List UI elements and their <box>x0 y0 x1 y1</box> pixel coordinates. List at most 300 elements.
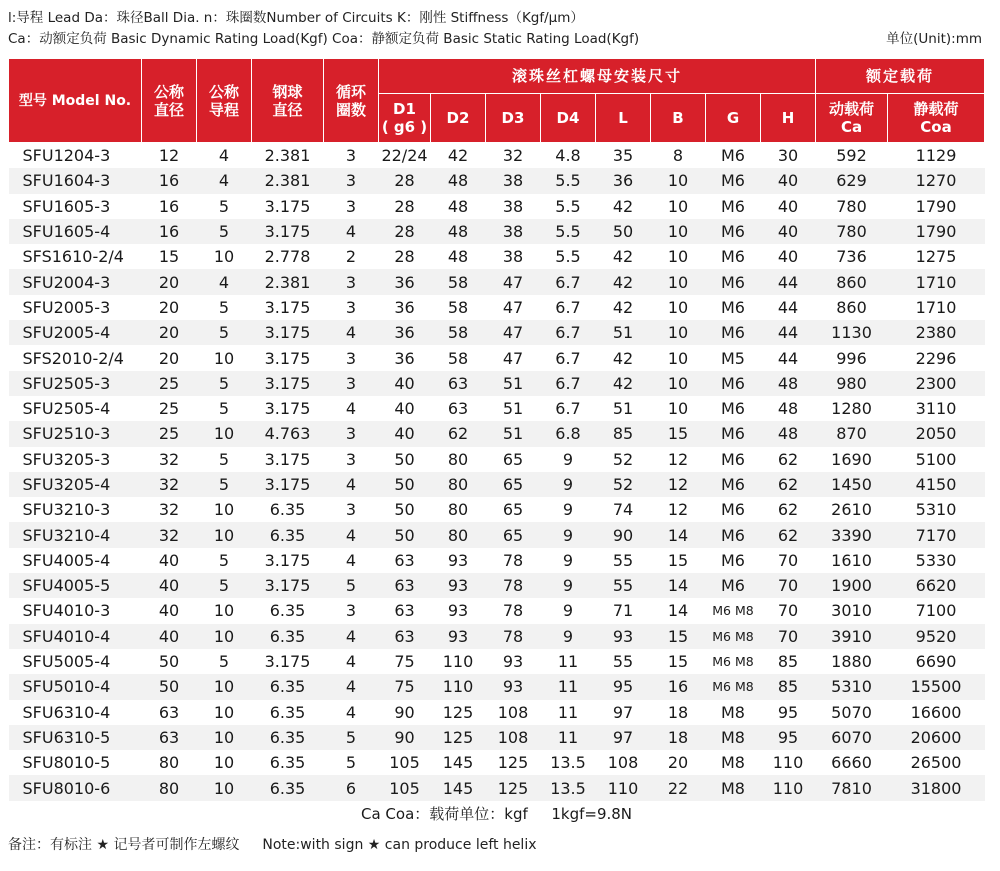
cell-ca: 2610 <box>831 500 872 520</box>
cell-g: M8 <box>706 775 761 800</box>
cell-ball-dia: 3.175 <box>252 320 324 345</box>
note-cn-before: 备注：有标注 <box>8 837 92 853</box>
cell-ca: 3010 <box>831 601 872 621</box>
cell-ca: 736 <box>836 247 867 267</box>
cell-h: 85 <box>777 652 799 672</box>
cell-ca: 860 <box>816 269 888 294</box>
table-row <box>9 573 985 598</box>
cell-g: M6 <box>706 168 761 193</box>
cell-g: M6 <box>721 399 745 419</box>
cell-ball-dia: 2.381 <box>252 269 324 294</box>
cell-l: 42 <box>612 348 634 368</box>
cell-circuits: 3 <box>324 269 379 294</box>
cell-d1: 75 <box>379 674 431 699</box>
cell-ball-dia: 3.175 <box>264 550 311 570</box>
cell-lead: 5 <box>218 550 230 570</box>
cell-d3: 125 <box>497 753 529 773</box>
cell-d3: 47 <box>502 348 524 368</box>
cell-d3: 38 <box>502 247 524 267</box>
cell-d1: 63 <box>379 573 431 598</box>
cell-d2: 58 <box>431 269 486 294</box>
cell-ball-dia: 3.175 <box>264 196 311 216</box>
cell-ball-dia: 6.35 <box>269 702 306 722</box>
cell-nominal-dia: 50 <box>158 652 180 672</box>
cell-h: 40 <box>777 247 799 267</box>
cell-model: SFU3205-4 <box>9 472 142 497</box>
cell-model: SFU2004-3 <box>9 269 142 294</box>
cell-ball-dia: 3.175 <box>264 449 311 469</box>
cell-h: 40 <box>761 168 816 193</box>
cell-nominal-dia: 20 <box>158 348 180 368</box>
cell-d3: 65 <box>486 522 541 547</box>
cell-ball-dia: 2.381 <box>252 168 324 193</box>
cell-lead: 10 <box>197 674 252 699</box>
cell-d1: 50 <box>394 449 415 469</box>
cell-ca: 1280 <box>831 399 872 419</box>
cell-ca: 6070 <box>816 725 888 750</box>
cell-d1: 28 <box>394 247 415 267</box>
cell-l: 97 <box>596 725 651 750</box>
cell-ca: 996 <box>836 348 867 368</box>
load-unit-footer <box>9 801 985 827</box>
cell-d3: 47 <box>502 297 524 317</box>
cell-d2: 62 <box>431 421 486 446</box>
cell-model: SFU4005-4 <box>22 550 111 570</box>
cell-d1: 36 <box>379 320 431 345</box>
table-row <box>9 775 985 800</box>
cell-lead: 5 <box>197 320 252 345</box>
cell-lead: 10 <box>213 702 235 722</box>
cell-d2: 145 <box>442 753 474 773</box>
table-row <box>9 674 985 699</box>
cell-h: 70 <box>777 601 799 621</box>
cell-coa: 2380 <box>888 320 985 345</box>
cell-h: 48 <box>777 399 799 419</box>
cell-h: 44 <box>761 320 816 345</box>
cell-d2: 58 <box>447 348 469 368</box>
cell-l: 42 <box>612 196 634 216</box>
note <box>8 834 537 854</box>
table-row <box>9 219 985 244</box>
cell-h: 95 <box>777 702 799 722</box>
cell-nominal-dia: 16 <box>158 196 180 216</box>
cell-l: 55 <box>596 573 651 598</box>
cell-lead: 5 <box>197 573 252 598</box>
cell-b: 10 <box>651 320 706 345</box>
cell-l: 108 <box>607 753 639 773</box>
cell-ball-dia: 6.35 <box>269 601 306 621</box>
cell-b: 14 <box>651 522 706 547</box>
cell-lead: 10 <box>197 775 252 800</box>
cell-d2: 93 <box>431 624 486 649</box>
cell-l: 55 <box>612 652 634 672</box>
cell-d1: 22/24 <box>381 146 428 166</box>
cell-circuits: 6 <box>324 775 379 800</box>
cell-d2: 80 <box>447 500 469 520</box>
cell-h: 62 <box>761 472 816 497</box>
cell-lead: 10 <box>197 522 252 547</box>
cell-lead: 10 <box>197 421 252 446</box>
cell-l: 36 <box>596 168 651 193</box>
cell-nominal-dia: 15 <box>158 247 180 267</box>
cell-d4: 9 <box>541 522 596 547</box>
cell-coa: 5310 <box>915 500 957 520</box>
cell-ca: 592 <box>836 146 867 166</box>
cell-circuits: 3 <box>345 297 357 317</box>
cell-coa: 7170 <box>888 522 985 547</box>
cell-model: SFU4010-4 <box>9 624 142 649</box>
cell-ca: 780 <box>816 219 888 244</box>
cell-ball-dia: 3.175 <box>264 297 311 317</box>
cell-lead: 5 <box>197 472 252 497</box>
cell-d3: 78 <box>486 573 541 598</box>
cell-lead: 5 <box>218 297 230 317</box>
cell-l: 42 <box>612 297 634 317</box>
cell-b: 8 <box>672 146 684 166</box>
cell-h: 44 <box>777 297 799 317</box>
cell-coa: 1710 <box>915 297 957 317</box>
cell-b: 15 <box>651 421 706 446</box>
cell-model: SFU5010-4 <box>9 674 142 699</box>
cell-b: 16 <box>651 674 706 699</box>
cell-coa: 1129 <box>915 146 957 166</box>
cell-ca: 1450 <box>816 472 888 497</box>
cell-model: SFU1605-4 <box>9 219 142 244</box>
cell-lead: 5 <box>218 196 230 216</box>
note-en-before: Note:with sign <box>262 837 364 853</box>
cell-ball-dia: 3.175 <box>264 399 311 419</box>
kgf-conversion: 1kgf=9.8N <box>551 805 633 824</box>
table-row <box>9 522 985 547</box>
cell-d4: 6.7 <box>541 371 596 396</box>
cell-b: 22 <box>651 775 706 800</box>
cell-d4: 6.7 <box>555 297 581 317</box>
cell-d4: 9 <box>541 573 596 598</box>
cell-d2: 63 <box>447 399 469 419</box>
cell-coa: 1790 <box>888 219 985 244</box>
cell-b: 10 <box>667 297 689 317</box>
header-circuits: 循环 圈数 <box>324 59 379 143</box>
table-row <box>9 598 985 623</box>
cell-circuits: 3 <box>345 146 357 166</box>
cell-d3: 51 <box>486 371 541 396</box>
cell-ball-dia: 3.175 <box>264 348 311 368</box>
cell-h: 44 <box>777 348 799 368</box>
note-en-after: can produce left helix <box>384 837 537 853</box>
cell-model: SFU6310-4 <box>22 702 111 722</box>
cell-ca: 1880 <box>831 652 872 672</box>
cell-d1: 40 <box>379 371 431 396</box>
cell-g: M8 <box>706 725 761 750</box>
cell-d3: 93 <box>486 674 541 699</box>
cell-h: 48 <box>761 371 816 396</box>
cell-d3: 51 <box>502 399 524 419</box>
cell-d1: 90 <box>379 725 431 750</box>
cell-coa: 1270 <box>888 168 985 193</box>
cell-d4: 9 <box>541 624 596 649</box>
cell-g: M6 <box>721 550 745 570</box>
cell-d4: 9 <box>541 472 596 497</box>
table-row <box>9 143 985 169</box>
cell-d1: 28 <box>379 168 431 193</box>
cell-l: 85 <box>596 421 651 446</box>
table-row <box>9 295 985 320</box>
cell-coa: 3110 <box>915 399 957 419</box>
cell-ca: 860 <box>836 297 867 317</box>
cell-model: SFU1204-3 <box>22 146 111 166</box>
cell-d4: 6.7 <box>555 348 581 368</box>
cell-d4: 6.7 <box>555 399 581 419</box>
cell-d2: 145 <box>431 775 486 800</box>
cell-nominal-dia: 40 <box>158 601 180 621</box>
cell-l: 42 <box>596 371 651 396</box>
cell-circuits: 4 <box>324 674 379 699</box>
cell-d4: 9 <box>562 449 574 469</box>
cell-lead: 5 <box>197 371 252 396</box>
cell-coa: 1710 <box>888 269 985 294</box>
cell-nominal-dia: 16 <box>142 219 197 244</box>
table-row <box>9 345 985 370</box>
cell-l: 51 <box>596 320 651 345</box>
cell-model: SFU2505-3 <box>9 371 142 396</box>
cell-d2: 93 <box>431 573 486 598</box>
cell-model: SFU4005-5 <box>9 573 142 598</box>
cell-h: 70 <box>777 550 799 570</box>
cell-ball-dia: 3.175 <box>252 219 324 244</box>
cell-circuits: 4 <box>345 702 357 722</box>
cell-ca: 3910 <box>816 624 888 649</box>
cell-d3: 108 <box>497 702 529 722</box>
cell-lead: 10 <box>213 753 235 773</box>
cell-lead: 4 <box>218 146 230 166</box>
cell-h: 85 <box>761 674 816 699</box>
legend-line-2-text: Ca：动额定负荷 Basic Dynamic Rating Load(Kgf) Coa：静额定负荷 Basic Static Rating Load(Kgf) <box>8 31 640 47</box>
header-nut-group: 滚珠丝杠螺母安装尺寸 <box>379 59 816 94</box>
cell-coa: 5330 <box>915 550 957 570</box>
cell-b: 15 <box>667 652 689 672</box>
cell-nominal-dia: 80 <box>142 775 197 800</box>
cell-l: 93 <box>596 624 651 649</box>
table-row <box>9 396 985 421</box>
cell-nominal-dia: 50 <box>142 674 197 699</box>
cell-b: 10 <box>651 168 706 193</box>
cell-d2: 58 <box>431 320 486 345</box>
cell-model: SFU1604-3 <box>9 168 142 193</box>
star-icon: ★ <box>96 837 110 853</box>
cell-l: 95 <box>596 674 651 699</box>
cell-b: 10 <box>651 219 706 244</box>
cell-d4: 13.5 <box>550 753 586 773</box>
cell-g: M6 <box>706 522 761 547</box>
cell-nominal-dia: 63 <box>158 702 180 722</box>
cell-d1: 105 <box>389 753 420 773</box>
cell-model: SFU3210-4 <box>9 522 142 547</box>
cell-ball-dia: 6.35 <box>252 725 324 750</box>
cell-ball-dia: 3.175 <box>252 472 324 497</box>
cell-coa: 5100 <box>915 449 957 469</box>
cell-d3: 78 <box>486 624 541 649</box>
cell-nominal-dia: 20 <box>142 269 197 294</box>
cell-b: 10 <box>667 196 689 216</box>
cell-l: 90 <box>596 522 651 547</box>
cell-d3: 47 <box>486 269 541 294</box>
cell-model: SFU8010-6 <box>9 775 142 800</box>
cell-lead: 4 <box>197 269 252 294</box>
cell-d4: 13.5 <box>541 775 596 800</box>
cell-d3: 78 <box>502 601 524 621</box>
cell-ca: 980 <box>816 371 888 396</box>
cell-d2: 93 <box>447 550 469 570</box>
table-row <box>9 624 985 649</box>
table-row <box>9 168 985 193</box>
table-row <box>9 244 985 269</box>
cell-nominal-dia: 40 <box>158 550 180 570</box>
header-d1: D1 ( g6 ) <box>379 94 431 143</box>
cell-h: 70 <box>761 573 816 598</box>
cell-ball-dia: 6.35 <box>252 674 324 699</box>
cell-l: 50 <box>596 219 651 244</box>
cell-d1: 36 <box>394 297 415 317</box>
cell-d1: 36 <box>394 348 415 368</box>
cell-b: 15 <box>651 624 706 649</box>
cell-l: 110 <box>596 775 651 800</box>
cell-nominal-dia: 32 <box>158 449 180 469</box>
cell-d3: 65 <box>502 449 524 469</box>
cell-g: M6 <box>706 219 761 244</box>
cell-lead: 4 <box>197 168 252 193</box>
cell-d3: 32 <box>502 146 524 166</box>
cell-ball-dia: 6.35 <box>269 500 306 520</box>
cell-d4: 5.5 <box>555 196 581 216</box>
cell-model: SFS2010-2/4 <box>22 348 124 368</box>
table-row <box>9 750 985 775</box>
cell-g: M5 <box>721 348 745 368</box>
cell-lead: 5 <box>218 652 230 672</box>
cell-h: 95 <box>761 725 816 750</box>
cell-g: M6 <box>721 449 745 469</box>
cell-nominal-dia: 25 <box>142 421 197 446</box>
cell-b: 18 <box>667 702 689 722</box>
cell-g: M6 <box>706 320 761 345</box>
cell-coa: 6620 <box>888 573 985 598</box>
cell-d1: 28 <box>394 196 415 216</box>
cell-b: 12 <box>667 449 689 469</box>
cell-d1: 63 <box>379 624 431 649</box>
cell-d4: 11 <box>541 725 596 750</box>
header-d4: D4 <box>541 94 596 143</box>
cell-l: 71 <box>612 601 634 621</box>
cell-h: 70 <box>761 624 816 649</box>
cell-coa: 16600 <box>910 702 962 722</box>
legend-line-2 <box>8 29 992 50</box>
cell-d3: 108 <box>486 725 541 750</box>
cell-g: M6 <box>721 500 745 520</box>
cell-d1: 28 <box>379 219 431 244</box>
cell-g: M8 <box>721 753 745 773</box>
cell-l: 51 <box>612 399 634 419</box>
cell-model: SFU2505-4 <box>22 399 111 419</box>
cell-d4: 11 <box>557 702 579 722</box>
legend <box>8 8 992 50</box>
cell-d4: 4.8 <box>555 146 581 166</box>
cell-circuits: 3 <box>345 601 357 621</box>
cell-g: M6 <box>706 371 761 396</box>
cell-model: SFU3205-3 <box>22 449 111 469</box>
cell-circuits: 3 <box>324 421 379 446</box>
cell-lead: 10 <box>197 624 252 649</box>
cell-circuits: 4 <box>324 624 379 649</box>
cell-d2: 48 <box>447 196 469 216</box>
table-row <box>9 548 985 573</box>
header-ball-dia: 钢球 直径 <box>252 59 324 143</box>
cell-coa: 9520 <box>888 624 985 649</box>
cell-d1: 50 <box>379 472 431 497</box>
cell-d1: 40 <box>379 421 431 446</box>
cell-b: 15 <box>667 550 689 570</box>
cell-circuits: 5 <box>345 753 357 773</box>
table-row <box>9 320 985 345</box>
cell-d2: 110 <box>442 652 474 672</box>
cell-b: 12 <box>667 500 689 520</box>
table-row <box>9 421 985 446</box>
cell-coa: 20600 <box>888 725 985 750</box>
cell-circuits: 5 <box>324 725 379 750</box>
cell-l: 52 <box>596 472 651 497</box>
cell-nominal-dia: 25 <box>142 371 197 396</box>
cell-ball-dia: 2.381 <box>264 146 311 166</box>
cell-d4: 9 <box>562 601 574 621</box>
cell-d4: 6.8 <box>541 421 596 446</box>
cell-coa: 1790 <box>915 196 957 216</box>
cell-d4: 6.7 <box>541 320 596 345</box>
cell-ball-dia: 6.35 <box>252 775 324 800</box>
cell-nominal-dia: 32 <box>142 472 197 497</box>
cell-d1: 50 <box>394 500 415 520</box>
cell-h: 62 <box>777 449 799 469</box>
table-row <box>9 447 985 472</box>
cell-ca: 7810 <box>816 775 888 800</box>
cell-nominal-dia: 32 <box>142 522 197 547</box>
cell-circuits: 2 <box>345 247 357 267</box>
cell-coa: 15500 <box>888 674 985 699</box>
cell-g: M6 <box>721 196 745 216</box>
cell-lead: 10 <box>213 601 235 621</box>
cell-circuits: 3 <box>345 500 357 520</box>
cell-ca: 780 <box>836 196 867 216</box>
cell-d2: 48 <box>431 168 486 193</box>
cell-b: 14 <box>667 601 689 621</box>
cell-l: 97 <box>612 702 634 722</box>
cell-circuits: 4 <box>345 652 357 672</box>
cell-circuits: 3 <box>324 168 379 193</box>
cell-g: M6 <box>721 297 745 317</box>
cell-circuits: 4 <box>324 320 379 345</box>
cell-nominal-dia: 80 <box>158 753 180 773</box>
table-row <box>9 649 985 674</box>
header-model: 型号 Model No. <box>9 59 142 143</box>
cell-d3: 93 <box>502 652 524 672</box>
cell-ca: 870 <box>816 421 888 446</box>
table-row <box>9 194 985 219</box>
cell-circuits: 3 <box>324 371 379 396</box>
cell-g: M6 M8 <box>706 624 761 649</box>
cell-b: 14 <box>651 573 706 598</box>
cell-model: SFU2005-4 <box>9 320 142 345</box>
cell-circuits: 3 <box>345 348 357 368</box>
cell-g: M6 <box>706 573 761 598</box>
cell-ball-dia: 2.778 <box>264 247 311 267</box>
cell-d2: 42 <box>447 146 469 166</box>
